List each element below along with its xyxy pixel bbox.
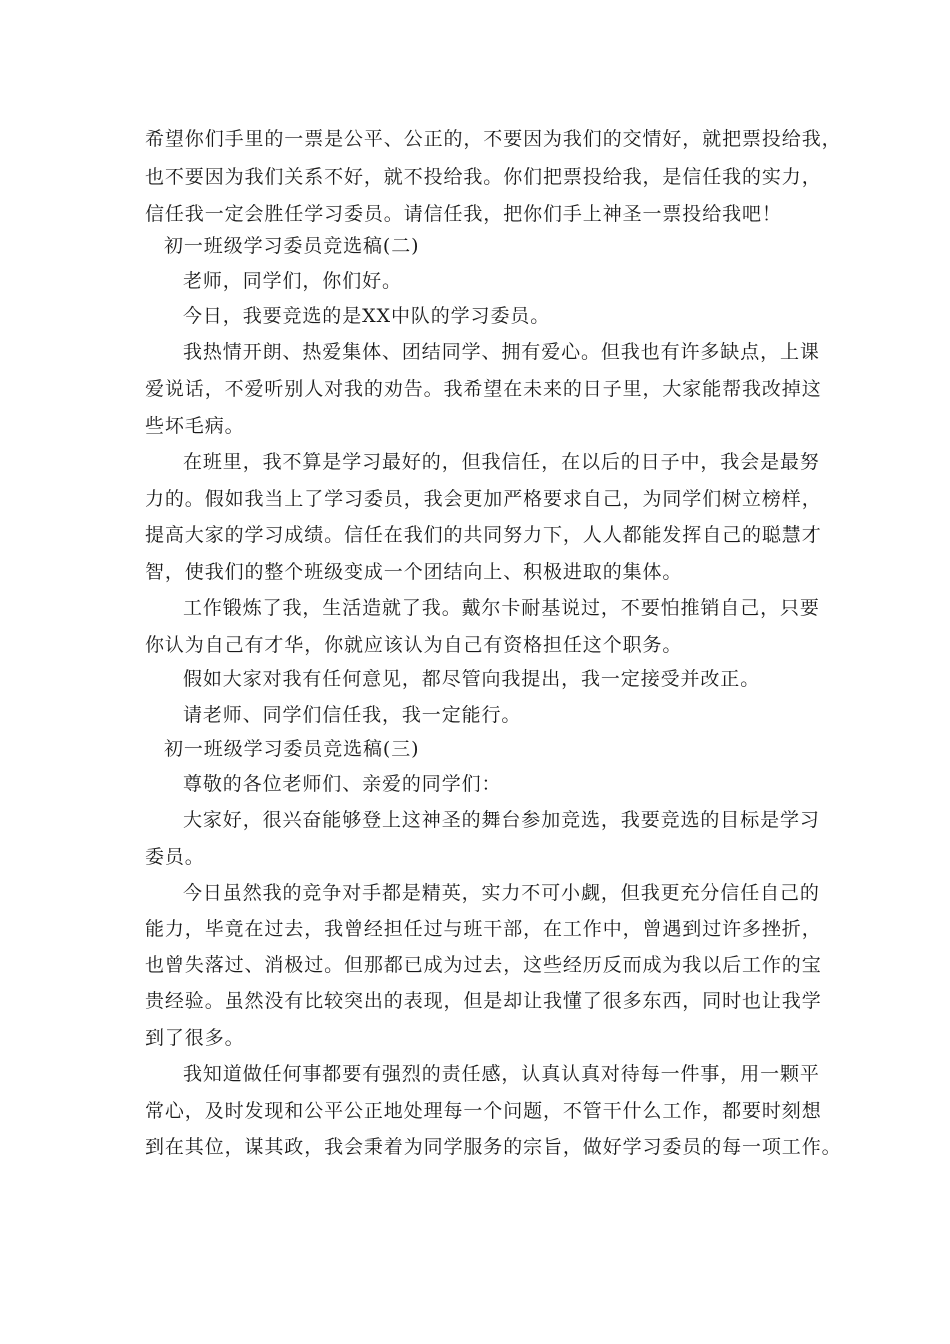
paragraph-line: 我热情开朗、热爱集体、团结同学、拥有爱心。但我也有许多缺点，上课 xyxy=(183,341,820,363)
paragraph-line: 我知道做任何事都要有强烈的责任感，认真认真对待每一件事，用一颗平 xyxy=(183,1063,820,1085)
paragraph-line: 工作锻炼了我，生活造就了我。戴尔卡耐基说过，不要怕推销自己，只要 xyxy=(183,597,820,619)
paragraph-line: 些坏毛病。 xyxy=(145,415,245,437)
section-heading: 初一班级学习委员竞选稿(二) xyxy=(164,235,420,257)
paragraph-line: 你认为自己有才华，你就应该认为自己有资格担任这个职务。 xyxy=(145,634,683,656)
paragraph-line: 信任我一定会胜任学习委员。请信任我，把你们手上神圣一票投给我吧！ xyxy=(145,203,782,225)
paragraph-line: 今日虽然我的竞争对手都是精英，实力不可小觑，但我更充分信任自己的 xyxy=(183,882,820,904)
paragraph-line: 能力，毕竟在过去，我曾经担任过与班干部，在工作中，曾遇到过许多挫折， xyxy=(145,918,822,940)
paragraph-line: 委员。 xyxy=(145,846,205,868)
paragraph-line: 力的。假如我当上了学习委员，我会更加严格要求自己，为同学们树立榜样， xyxy=(145,488,822,510)
paragraph-line: 假如大家对我有任何意见，都尽管向我提出，我一定接受并改正。 xyxy=(183,668,761,690)
paragraph-line: 爱说话，不爱听别人对我的劝告。我希望在未来的日子里，大家能帮我改掉这 xyxy=(145,378,822,400)
section-heading: 初一班级学习委员竞选稿(三) xyxy=(164,738,420,760)
paragraph-line: 请老师、同学们信任我，我一定能行。 xyxy=(183,704,522,726)
paragraph-line: 希望你们手里的一票是公平、公正的，不要因为我们的交情好，就把票投给我， xyxy=(145,128,842,150)
paragraph-line: 老师，同学们，你们好。 xyxy=(183,270,402,292)
paragraph-line: 也曾失落过、消极过。但那都已成为过去，这些经历反而成为我以后工作的宝 xyxy=(145,954,822,976)
paragraph-line: 到了很多。 xyxy=(145,1027,245,1049)
paragraph-line: 智，使我们的整个班级变成一个团结向上、积极进取的集体。 xyxy=(145,561,683,583)
paragraph-line: 今日，我要竞选的是XX中队的学习委员。 xyxy=(183,305,551,327)
paragraph-line: 常心，及时发现和公平公正地处理每一个问题，不管干什么工作，都要时刻想 xyxy=(145,1100,822,1122)
paragraph-line: 也不要因为我们关系不好，就不投给我。你们把票投给我，是信任我的实力， xyxy=(145,166,822,188)
paragraph-line: 提高大家的学习成绩。信任在我们的共同努力下，人人都能发挥自己的聪慧才 xyxy=(145,524,822,546)
paragraph-line: 到在其位，谋其政，我会秉着为同学服务的宗旨，做好学习委员的每一项工作。 xyxy=(145,1136,842,1158)
paragraph-line: 大家好，很兴奋能够登上这神圣的舞台参加竞选，我要竞选的目标是学习 xyxy=(183,809,820,831)
paragraph-line: 贵经验。虽然没有比较突出的表现，但是却让我懂了很多东西，同时也让我学 xyxy=(145,990,822,1012)
paragraph-line: 在班里，我不算是学习最好的，但我信任，在以后的日子中，我会是最努 xyxy=(183,451,820,473)
paragraph-line: 尊敬的各位老师们、亲爱的同学们： xyxy=(183,773,502,795)
